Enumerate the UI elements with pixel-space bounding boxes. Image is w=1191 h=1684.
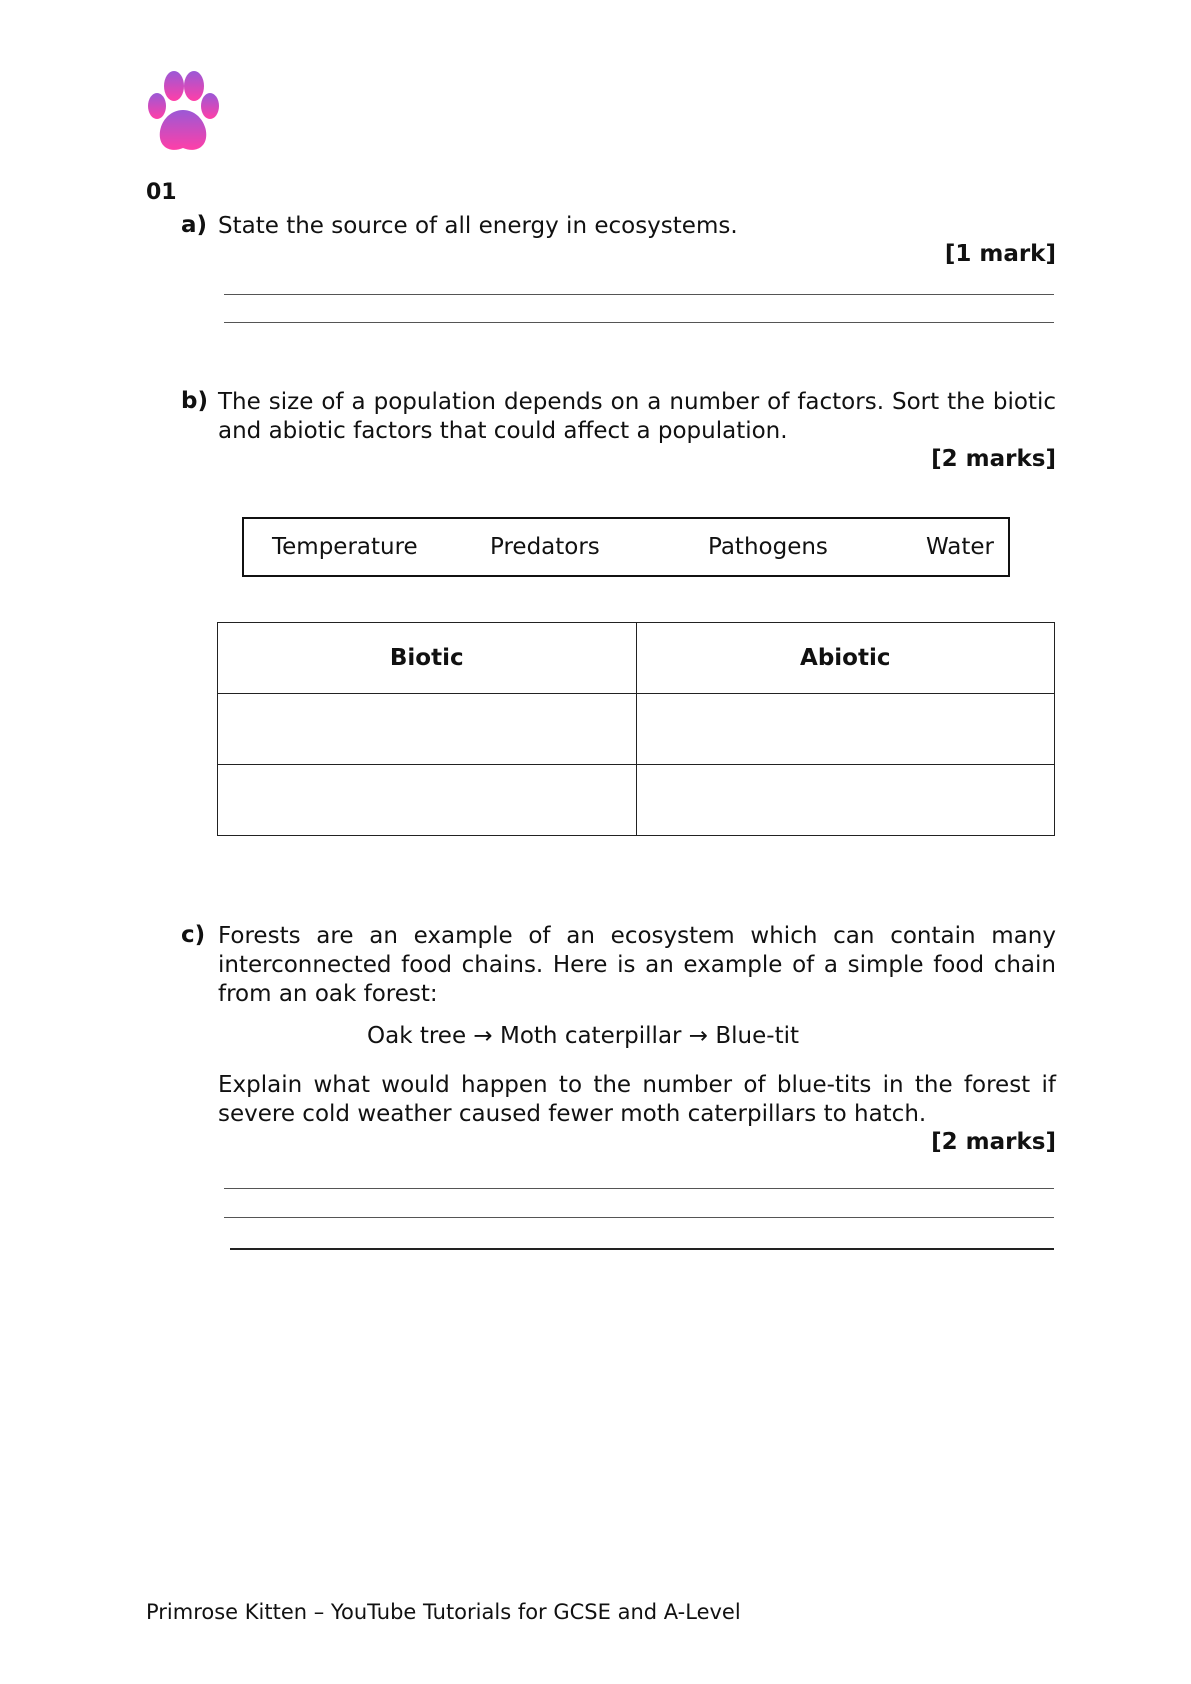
factor-item: Water xyxy=(926,534,994,560)
part-a-text: State the source of all energy in ecosystems. xyxy=(218,213,738,239)
part-a-letter: a) xyxy=(181,212,208,238)
part-c-text: Forests are an example of an ecosystem which can contain many interconnected food chains. Here is an example of a simple food chain from an oak forest: xyxy=(218,923,1056,1007)
food-chain: Oak tree → Moth caterpillar → Blue-tit xyxy=(367,1023,800,1049)
part-a xyxy=(181,212,1056,267)
paw-print-icon xyxy=(146,70,220,154)
table-cell[interactable] xyxy=(636,765,1055,836)
answer-line[interactable] xyxy=(230,1248,1054,1250)
part-b xyxy=(181,388,1056,472)
part-b-letter: b) xyxy=(181,388,208,414)
table-cell[interactable] xyxy=(218,765,637,836)
factor-item: Predators xyxy=(490,534,600,560)
table-header-biotic: Biotic xyxy=(218,623,637,694)
sort-table xyxy=(217,622,1055,836)
table-cell[interactable] xyxy=(636,694,1055,765)
table-header-abiotic: Abiotic xyxy=(636,623,1055,694)
answer-line[interactable] xyxy=(224,322,1054,323)
part-c-letter: c) xyxy=(181,922,206,948)
answer-line[interactable] xyxy=(224,294,1054,295)
part-b-text: The size of a population depends on a number of factors. Sort the biotic and abiotic factors that could affect a population. xyxy=(218,389,1056,444)
part-c-marks: [2 marks] xyxy=(931,1129,1056,1155)
part-a-marks: [1 mark] xyxy=(944,241,1056,267)
part-c xyxy=(181,922,1056,1009)
table-cell[interactable] xyxy=(218,694,637,765)
factor-box xyxy=(242,517,1010,577)
answer-line[interactable] xyxy=(224,1217,1054,1218)
footer-text: Primrose Kitten – YouTube Tutorials for GCSE and A-Level xyxy=(146,1600,741,1624)
part-b-marks: [2 marks] xyxy=(931,446,1056,472)
factor-item: Temperature xyxy=(272,534,418,560)
part-c-question-text: Explain what would happen to the number of blue-tits in the forest if severe cold weather caused fewer moth caterpillars to hatch. xyxy=(218,1072,1056,1127)
factor-item: Pathogens xyxy=(708,534,828,560)
part-c-question xyxy=(181,1071,1056,1155)
question-number: 01 xyxy=(146,180,177,205)
answer-line[interactable] xyxy=(224,1188,1054,1189)
